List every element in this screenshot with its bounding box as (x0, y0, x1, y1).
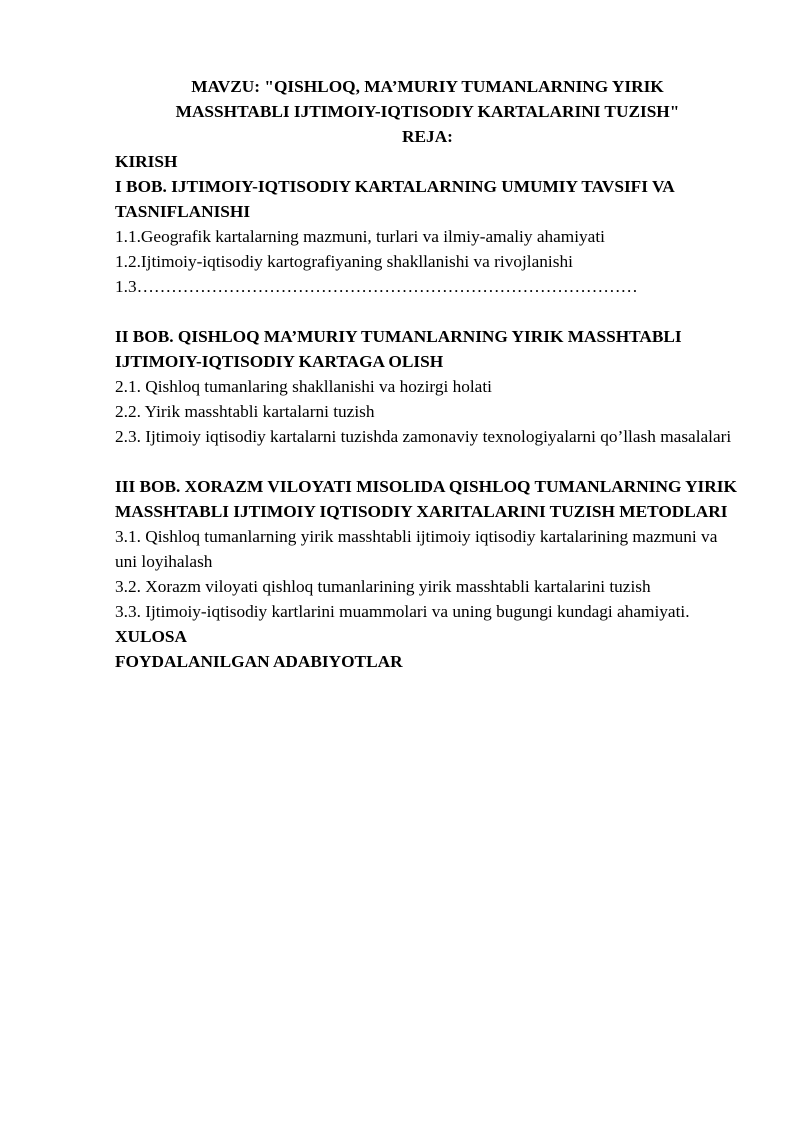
chapter-1-item-3: 1.3…………………………………………………………………………… (115, 277, 638, 296)
intro-heading: KIRISH (115, 152, 178, 171)
chapter-2-heading: II BOB. QISHLOQ MA’MURIY TUMANLARNING YIRIK MASSHTABLI IJTIMOIY-IQTISODIY KARTAGA OLISH (115, 327, 682, 371)
section-spacer (115, 299, 740, 324)
chapter-3-item-3: 3.3. Ijtimoiy-iqtisodiy kartlarini muammolari va uning bugungi kundagi ahamiyati. (115, 602, 690, 621)
chapter-2-item-2: 2.2. Yirik masshtabli kartalarni tuzish (115, 402, 375, 421)
chapter-2-item-1: 2.1. Qishloq tumanlaring shakllanishi va hozirgi holati (115, 377, 492, 396)
chapter-3-heading: III BOB. XORAZM VILOYATI MISOLIDA QISHLOQ TUMANLARNING YIRIK MASSHTABLI IJTIMOIY IQTISODIY XARITALARINI TUZISH METODLARI (115, 477, 737, 521)
document-title-line-1: MAVZU: "QISHLOQ, MA’MURIY TUMANLARNING YIRIK (191, 77, 664, 96)
conclusion-heading: XULOSA (115, 627, 188, 646)
document-page (115, 74, 740, 674)
chapter-1-item-2: 1.2.Ijtimoiy-iqtisodiy kartografiyaning shakllanishi va rivojlanishi (115, 252, 573, 271)
chapter-1-heading: I BOB. IJTIMOIY-IQTISODIY KARTALARNING UMUMIY TAVSIFI VA TASNIFLANISHI (115, 177, 674, 221)
references-heading: FOYDALANILGAN ADABIYOTLAR (115, 652, 403, 671)
chapter-1-item-1: 1.1.Geografik kartalarning mazmuni, turlari va ilmiy-amaliy ahamiyati (115, 227, 605, 246)
chapter-2-item-3: 2.3. Ijtimoiy iqtisodiy kartalarni tuzishda zamonaviy texnologiyalarni qo’llash masalalari (115, 427, 732, 446)
section-spacer (115, 449, 740, 474)
chapter-3-item-2: 3.2. Xorazm viloyati qishloq tumanlarining yirik masshtabli kartalarini tuzish (115, 577, 651, 596)
plan-label: REJA: (402, 127, 453, 146)
document-title-line-2: MASSHTABLI IJTIMOIY-IQTISODIY KARTALARINI TUZISH" (175, 102, 680, 121)
chapter-3-item-1: 3.1. Qishloq tumanlarning yirik masshtabli ijtimoiy iqtisodiy kartalarining mazmuni va uni loyihalash (115, 527, 718, 571)
